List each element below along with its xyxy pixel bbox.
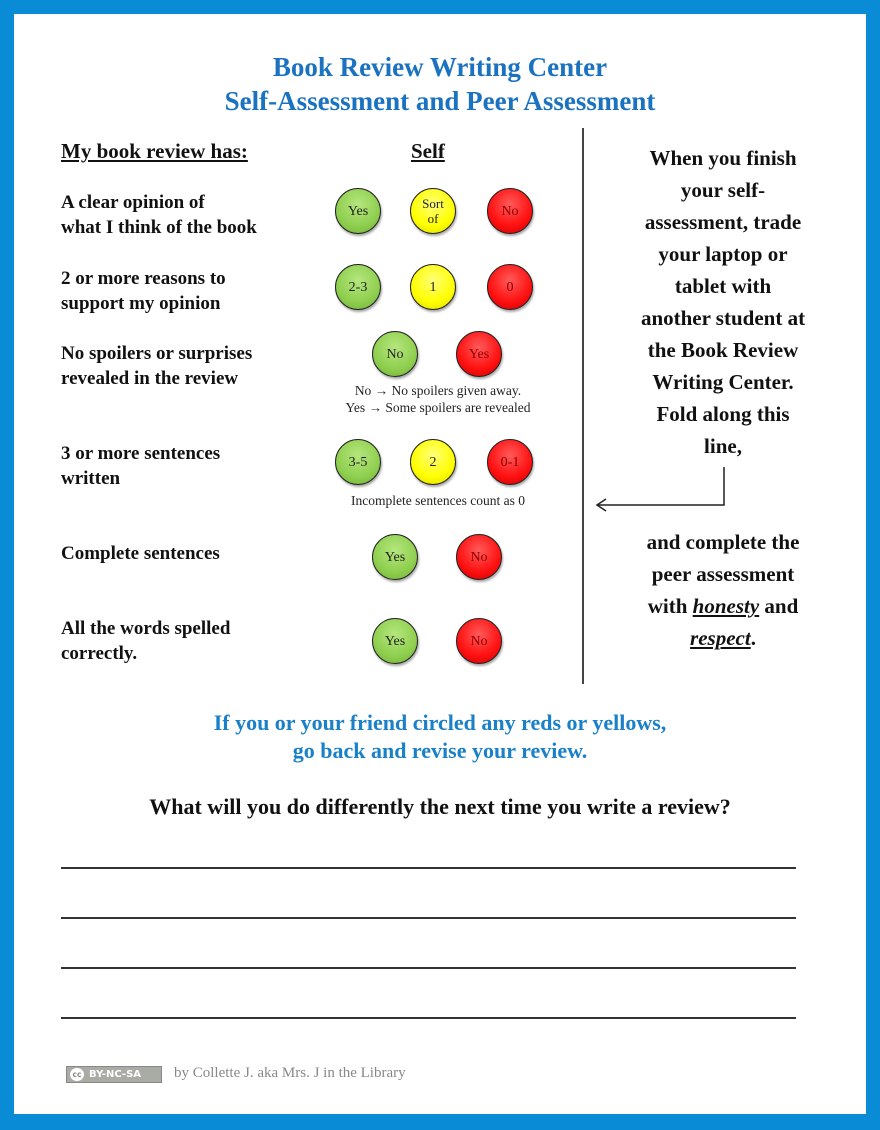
instruction-line: tablet with [674, 274, 772, 298]
self-header: Self [411, 139, 445, 163]
title-line-2: Self-Assessment and Peer Assessment [224, 86, 656, 116]
criterion-label: 3 or more sentences [61, 443, 221, 464]
option-no-spoilers[interactable]: No [372, 331, 418, 377]
option-no[interactable]: No [487, 188, 533, 234]
instruction-line: your laptop or [658, 242, 788, 266]
instruction-line: Fold along this [656, 402, 790, 426]
instruction-line: with honesty and [647, 594, 799, 618]
criteria-header: My book review has: [61, 139, 248, 163]
fold-arrow-icon [590, 465, 730, 515]
instruction-line: When you finish [649, 146, 797, 170]
instruction-line: another student at [640, 306, 806, 330]
answer-line[interactable] [61, 967, 796, 969]
option-2-3[interactable]: 2-3 [335, 264, 381, 310]
revise-note-line-2: go back and revise your review. [292, 738, 588, 763]
criterion-complete-sentences [61, 541, 321, 566]
option-yes-spoilers[interactable]: Yes [456, 331, 502, 377]
author-credit: by Collette J. aka Mrs. J in the Library [174, 1065, 406, 1081]
honesty-emphasis: honesty [692, 594, 760, 618]
note-line: Incomplete sentences count as 0 [351, 493, 525, 508]
criterion-label: revealed in the review [61, 368, 239, 389]
option-1[interactable]: 1 [410, 264, 456, 310]
instruction-line: your self- [680, 178, 766, 202]
criterion-label: support my opinion [61, 293, 221, 314]
criterion-label: A clear opinion of [61, 192, 205, 213]
option-2[interactable]: 2 [410, 439, 456, 485]
option-yes[interactable]: Yes [372, 534, 418, 580]
answer-line[interactable] [61, 1017, 796, 1019]
reflection-question: What will you do differently the next time you write a review? [149, 794, 731, 819]
instruction-line: peer assessment [651, 562, 795, 586]
instruction-line: respect. [690, 626, 756, 650]
option-3-5[interactable]: 3-5 [335, 439, 381, 485]
criterion-label: correctly. [61, 643, 138, 664]
option-0[interactable]: 0 [487, 264, 533, 310]
instruction-line: line, [704, 434, 742, 458]
criterion-label: No spoilers or surprises [61, 343, 253, 364]
option-yes[interactable]: Yes [372, 618, 418, 664]
title-line-1: Book Review Writing Center [272, 52, 608, 82]
respect-emphasis: respect [690, 626, 751, 650]
sentence-note [318, 492, 558, 509]
option-no[interactable]: No [456, 618, 502, 664]
instruction-line: Writing Center. [652, 370, 794, 394]
option-sort-of[interactable]: Sort of [410, 188, 456, 234]
criterion-clear-opinion [61, 190, 321, 240]
criterion-label: 2 or more reasons to [61, 268, 226, 289]
criterion-spelling [61, 616, 321, 666]
option-0-1[interactable]: 0-1 [487, 439, 533, 485]
criterion-label: written [61, 468, 121, 489]
option-yes[interactable]: Yes [335, 188, 381, 234]
answer-line[interactable] [61, 867, 796, 869]
note-line: No → No spoilers given away. [354, 383, 522, 398]
criterion-label: Complete sentences [61, 543, 220, 564]
revise-note-line-1: If you or your friend circled any reds or yellows, [213, 710, 667, 735]
license-badge [66, 1066, 162, 1083]
instruction-line: the Book Review [647, 338, 799, 362]
spoiler-note [318, 382, 558, 416]
answer-line[interactable] [61, 917, 796, 919]
peer-instructions [596, 142, 850, 462]
criterion-no-spoilers [61, 341, 321, 391]
criterion-reasons [61, 266, 321, 316]
note-line: Yes → Some spoilers are revealed [345, 400, 531, 415]
license-label: BY-NC-SA [89, 1069, 142, 1080]
cc-icon: cc [70, 1068, 84, 1081]
criterion-label: All the words spelled [61, 618, 231, 639]
fold-line [582, 128, 584, 684]
criterion-sentence-count [61, 441, 321, 491]
criterion-label: what I think of the book [61, 217, 257, 238]
instruction-line: assessment, trade [644, 210, 802, 234]
instruction-line: and complete the [646, 530, 800, 554]
option-no[interactable]: No [456, 534, 502, 580]
peer-instructions-continued [596, 526, 850, 654]
